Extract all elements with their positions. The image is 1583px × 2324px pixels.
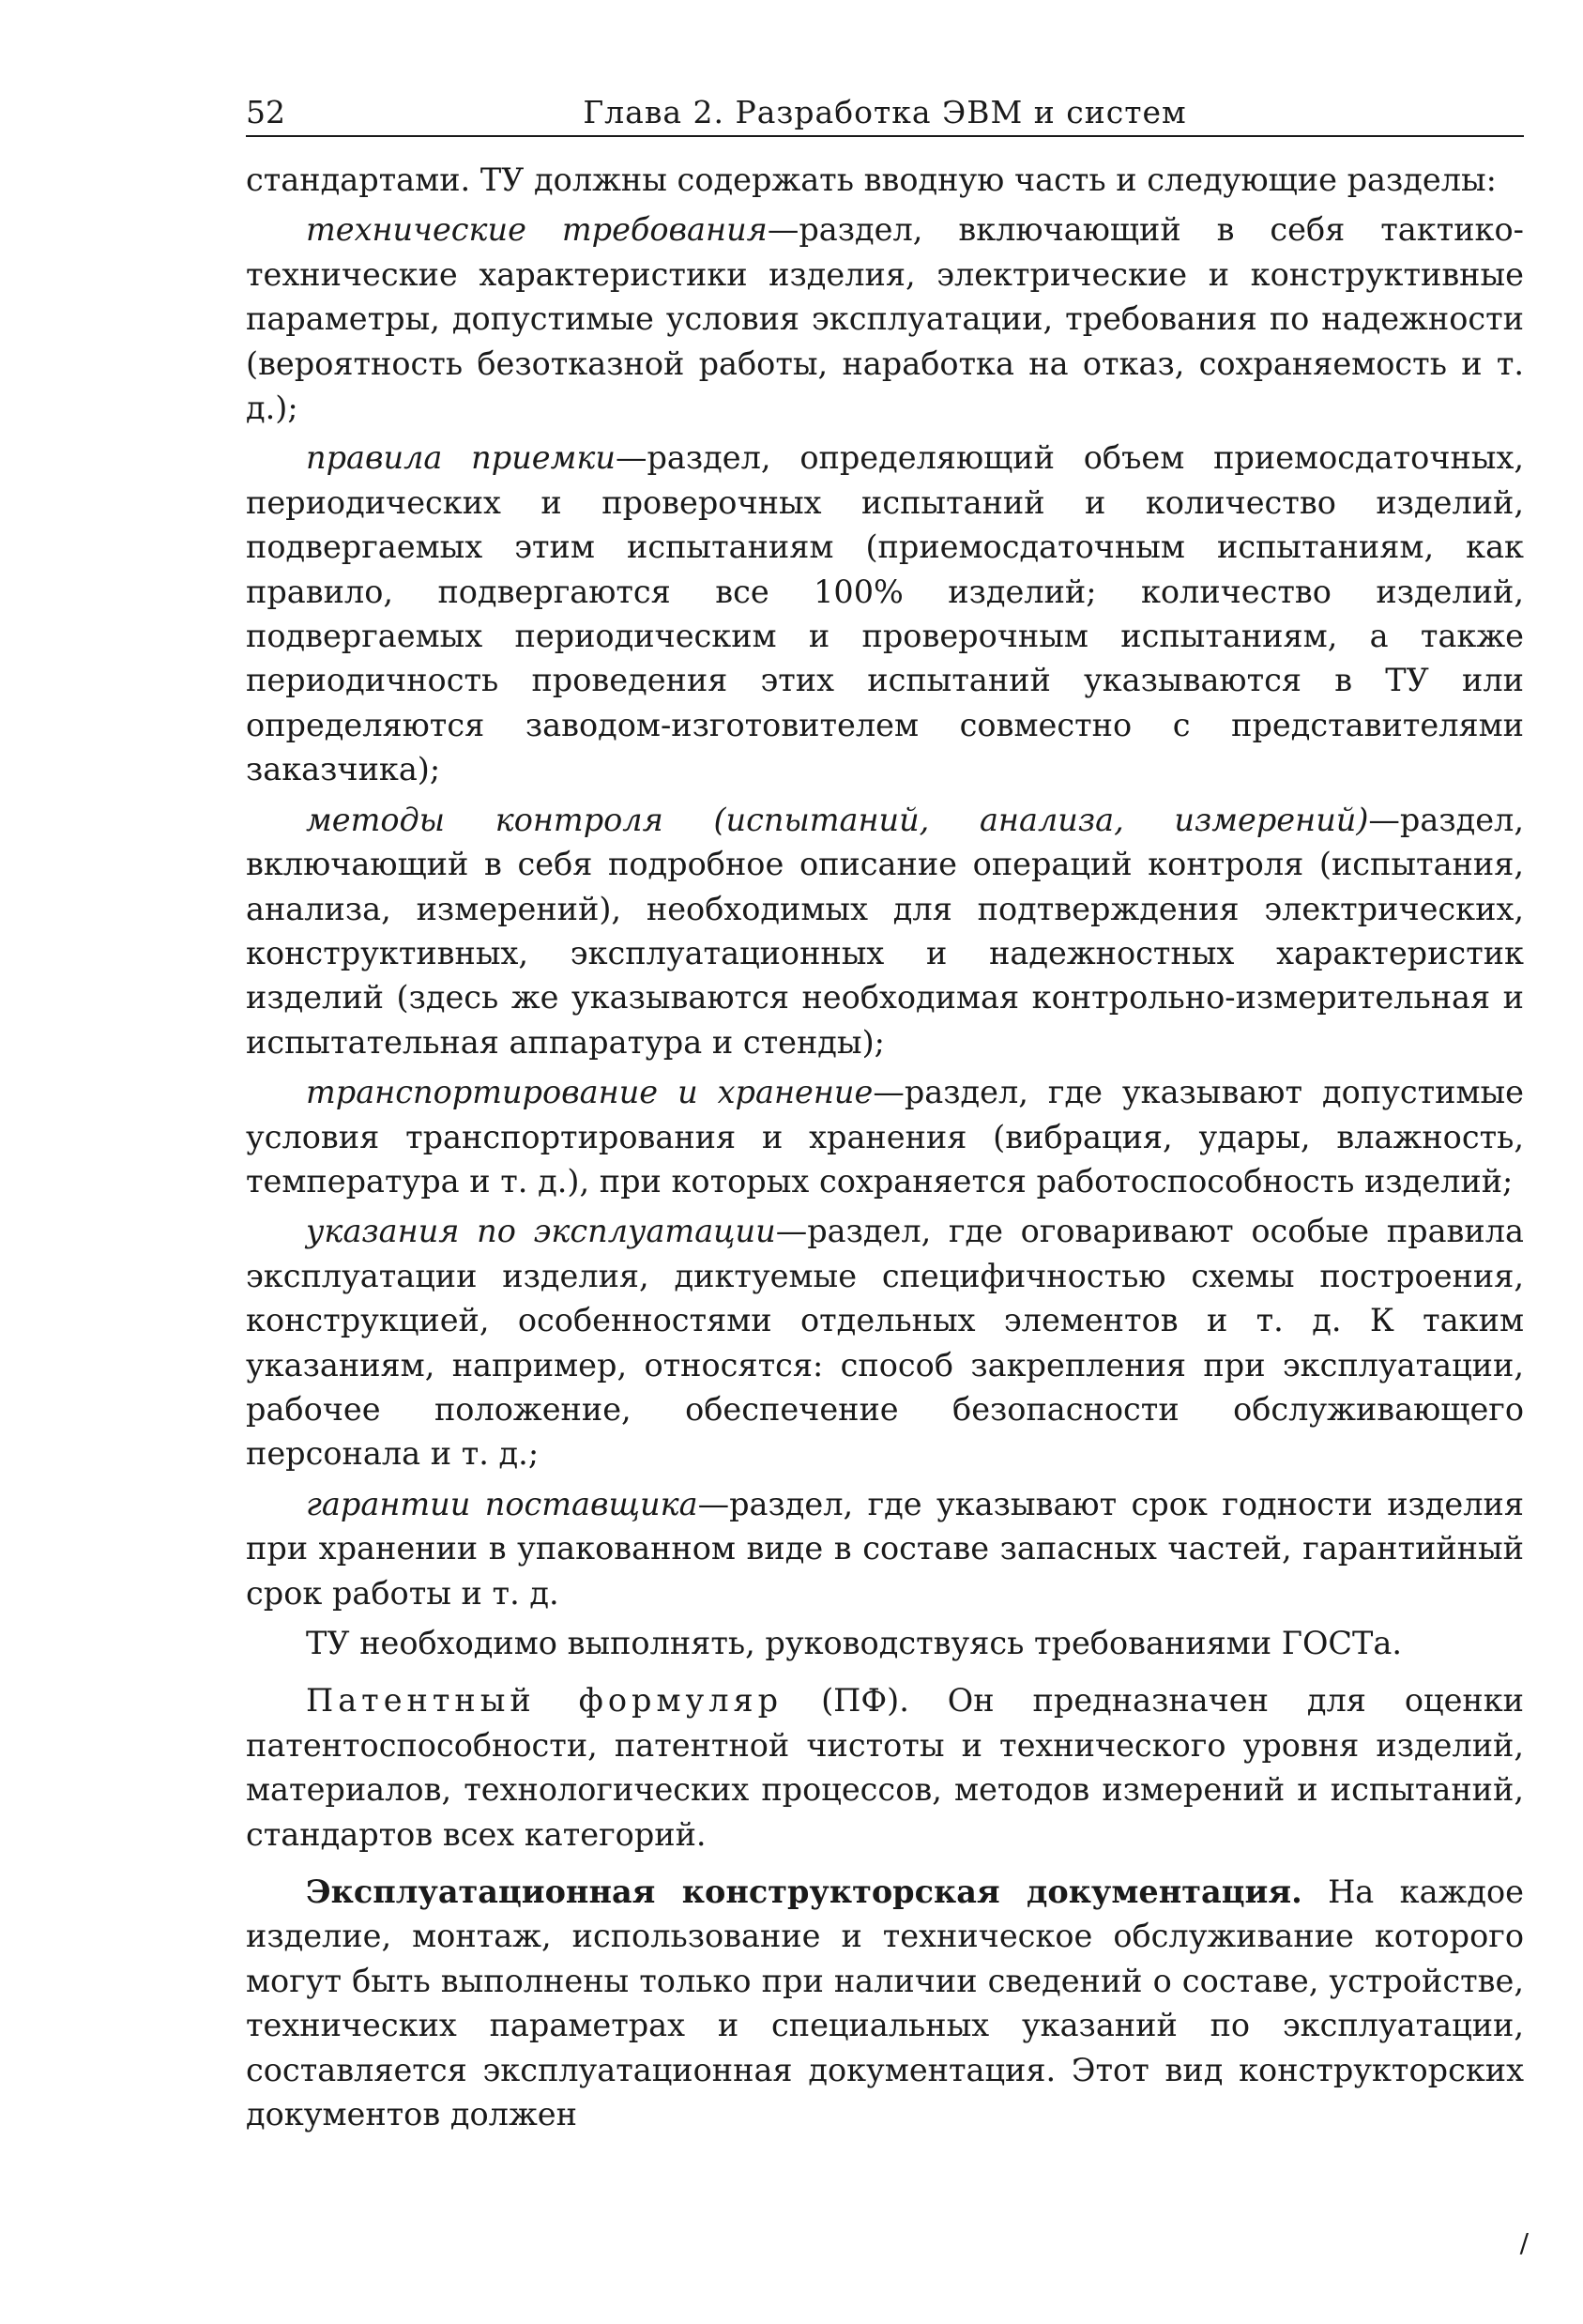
paragraph-control-methods (246, 798, 1524, 1064)
gost-text: ТУ необходимо выполнять, руководствуясь требованиями ГОСТа. (306, 1625, 1403, 1661)
paragraph-intro (246, 158, 1524, 202)
page-header (246, 94, 1524, 137)
term-patent-form: Патентный формуляр (306, 1682, 784, 1720)
paragraph-transport-storage (246, 1070, 1524, 1203)
paragraph-operation-instructions (246, 1209, 1524, 1475)
paragraph-gost (246, 1621, 1524, 1665)
text-technical-requirements: —раздел, включающий в себя тактико-технические характеристики изделия, электрические и конструктивные параметры, допустимые условия эксплуатации, требования по надежности (вероятность безотказной работы, наработка на отказ, сохраняемость и т. д.); (246, 211, 1524, 427)
text-acceptance-rules: —раздел, определяющий объем приемосдаточных, периодических и проверочных испытаний и количество изделий, подвергаемых этим испытаниям (приемосдаточным испытаниям, как правило, подвергаются все 100% изделий; количество изделий, подвергаемых периодическим и проверочным испытаниям, а также периодичность проведения этих испытаний указываются в ТУ или определяются заводом-изготовителем совместно с представителями заказчика); (246, 439, 1525, 788)
term-operation-instructions: указания по эксплуатации (306, 1213, 776, 1250)
paragraph-patent-form (246, 1678, 1524, 1857)
paragraph-operational-docs (246, 1870, 1524, 2136)
term-acceptance-rules: правила приемки (306, 439, 616, 477)
text-control-methods: —раздел, включающий в себя подробное описание операций контроля (испытания, анализа, измерений), необходимых для подтверждения электрических, конструктивных, эксплуатационных и надежностных характеристик изделий (здесь же указываются необходимая контрольно-измерительная и испытательная аппаратура и стенды); (246, 801, 1524, 1061)
page-number: 52 (246, 94, 285, 130)
paragraph-acceptance-rules (246, 436, 1524, 791)
running-title: Глава 2. Разработка ЭВМ и систем (583, 94, 1187, 130)
page-body (246, 158, 1524, 2136)
text-transport-storage: —раздел, где указывают допустимые условия транспортирования и хранения (вибрация, удары, влажность, температура и т. д.), при которых сохраняется работоспособность изделий; (246, 1074, 1525, 1200)
text-supplier-warranty: —раздел, где указывают срок годности изделия при хранении в упакованном виде в составе запасных частей, гарантийный срок работы и т. д. (246, 1485, 1524, 1612)
text-operation-instructions: —раздел, где оговаривают особые правила эксплуатации изделия, диктуемые специфичностью схемы построения, конструкцией, особенностями отдельных элементов и т. д. К таким указаниям, например, относятся: способ закрепления при эксплуатации, рабочее положение, обеспечение безопасности обслуживающего персонала и т. д.; (246, 1213, 1524, 1473)
scan-mark: / (1519, 2227, 1529, 2258)
term-transport-storage: транспортирование и хранение (306, 1074, 874, 1111)
term-technical-requirements: технические требования (306, 211, 768, 249)
term-operational-docs: Эксплуатационная конструкторская документация. (306, 1873, 1302, 1911)
term-supplier-warranty: гарантии поставщика (306, 1485, 698, 1522)
term-control-methods: методы контроля (испытаний, анализа, измерений) (306, 801, 1369, 838)
paragraph-technical-requirements (246, 207, 1524, 430)
book-page (246, 94, 1524, 2142)
intro-text: стандартами. ТУ должны содержать вводную часть и следующие разделы: (246, 161, 1497, 198)
paragraph-supplier-warranty (246, 1482, 1524, 1615)
text-patent-form: (ПФ). Он предназначен для оценки патентоспособности, патентной чистоты и технического уровня изделий, материалов, технологических процессов, методов измерений и испытаний, стандартов всех категорий. (246, 1682, 1524, 1853)
text-operational-docs: На каждое изделие, монтаж, использование и техническое обслуживание которого могут быть выполнены только при наличии сведений о составе, устройстве, технических параметрах и специальных указаний по эксплуатации, составляется эксплуатационная документация. Этот вид конструкторских документов должен (246, 1873, 1524, 2133)
